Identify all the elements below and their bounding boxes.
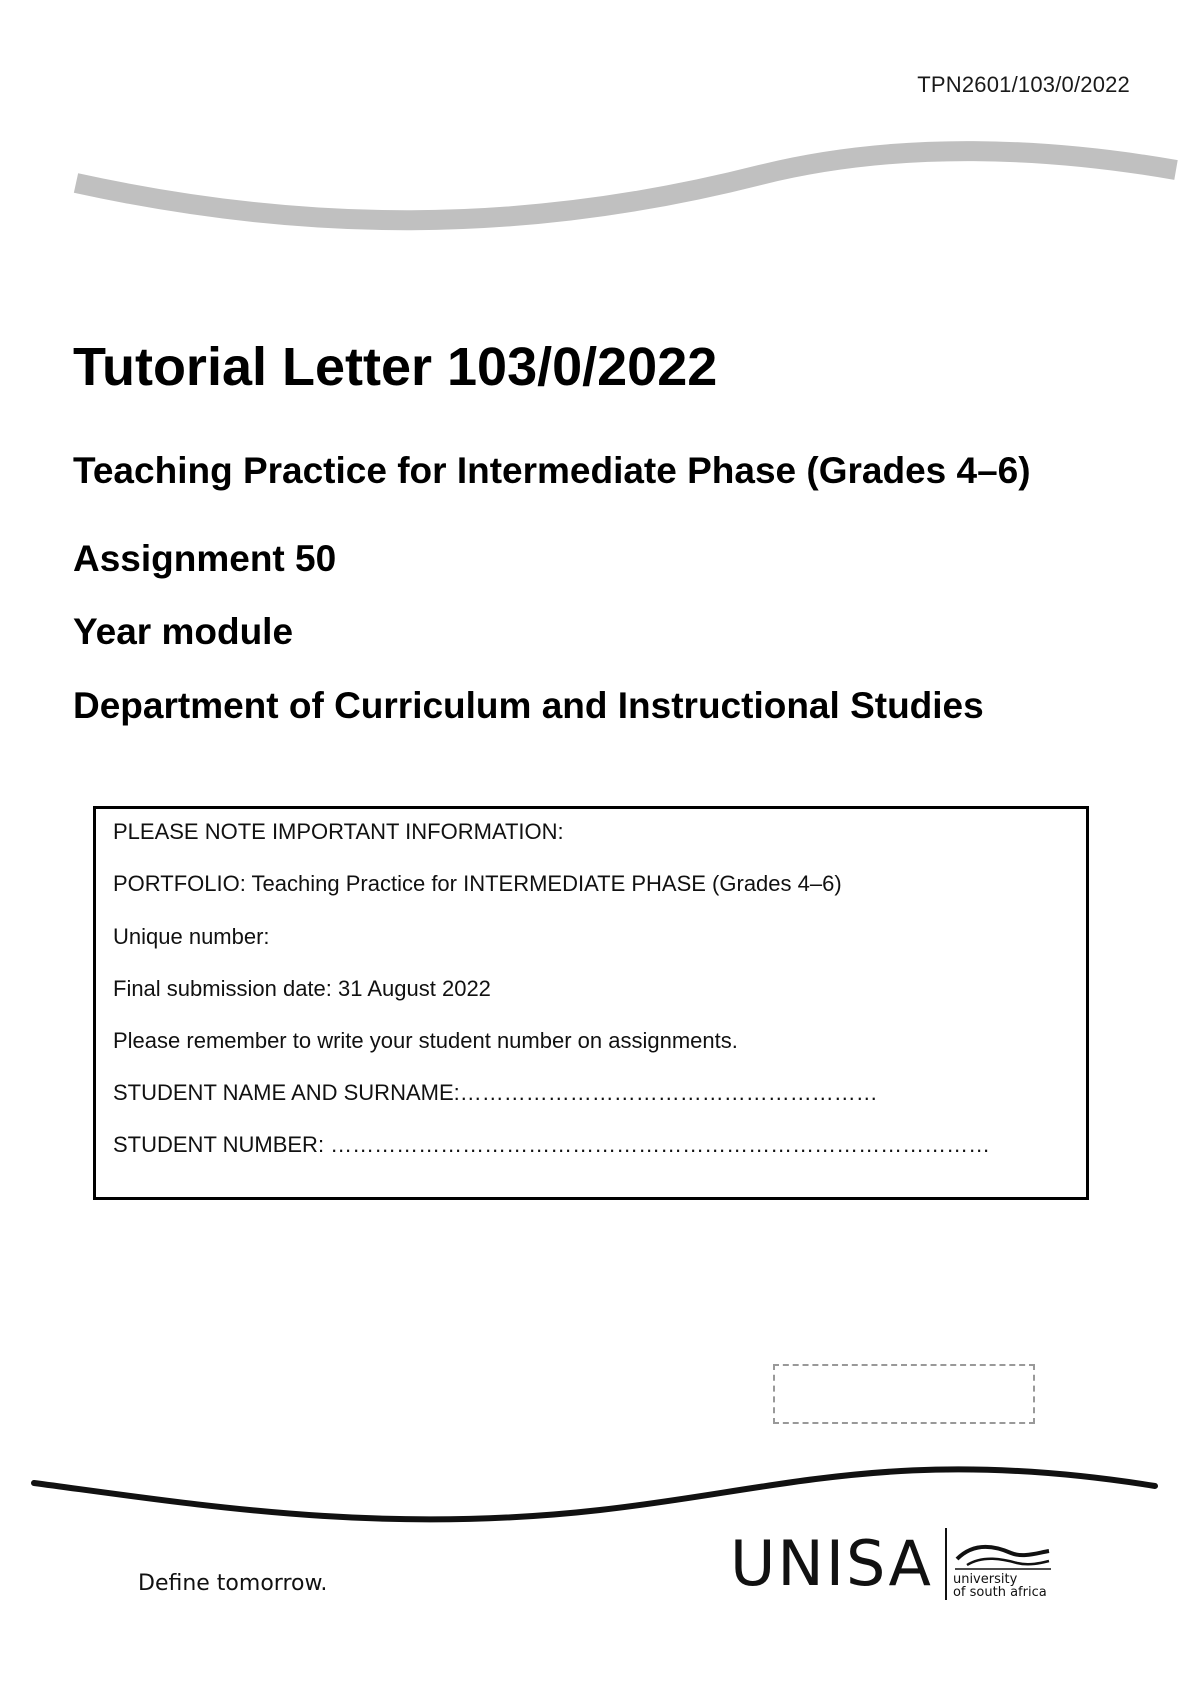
reminder-line: Please remember to write your student number on assignments. [113,1028,738,1053]
logo-subtext-university: university [952,1571,1018,1587]
portfolio-line: PORTFOLIO: Teaching Practice for INTERMEDIATE PHASE (Grades 4–6) [113,871,842,896]
document-code: TPN2601/103/0/2022 [917,72,1130,97]
top-wave [76,151,1176,220]
logo-subtext-south-africa: of south africa [952,1585,1047,1601]
assignment-label: Assignment 50 [73,538,337,579]
tagline: Define tomorrow. [138,1571,328,1596]
page-title: Tutorial Letter 103/0/2022 [73,337,718,397]
logo-emblem-group [953,1528,1053,1600]
logo-divider [945,1528,947,1600]
info-heading: PLEASE NOTE IMPORTANT INFORMATION: [113,819,564,844]
department-name: Department of Curriculum and Instructional Studies [73,685,984,726]
submission-date-line: Final submission date: 31 August 2022 [113,976,491,1001]
module-duration: Year module [73,611,294,652]
logo-wordmark: UNISA [730,1527,933,1600]
stamp-placeholder-box [773,1364,1035,1424]
unique-number-line: Unique number: [113,924,270,949]
student-number-field: STUDENT NUMBER: ……………………………………………………………………………… [113,1132,991,1157]
student-name-field: STUDENT NAME AND SURNAME:………………………………………………… [113,1080,878,1105]
module-name: Teaching Practice for Intermediate Phase (Grades 4–6) [73,450,1031,491]
wave-emblem-icon [953,1539,1053,1573]
important-information-box [93,806,1089,1200]
bottom-wave [34,1469,1155,1519]
unisa-logo [730,1524,1053,1604]
